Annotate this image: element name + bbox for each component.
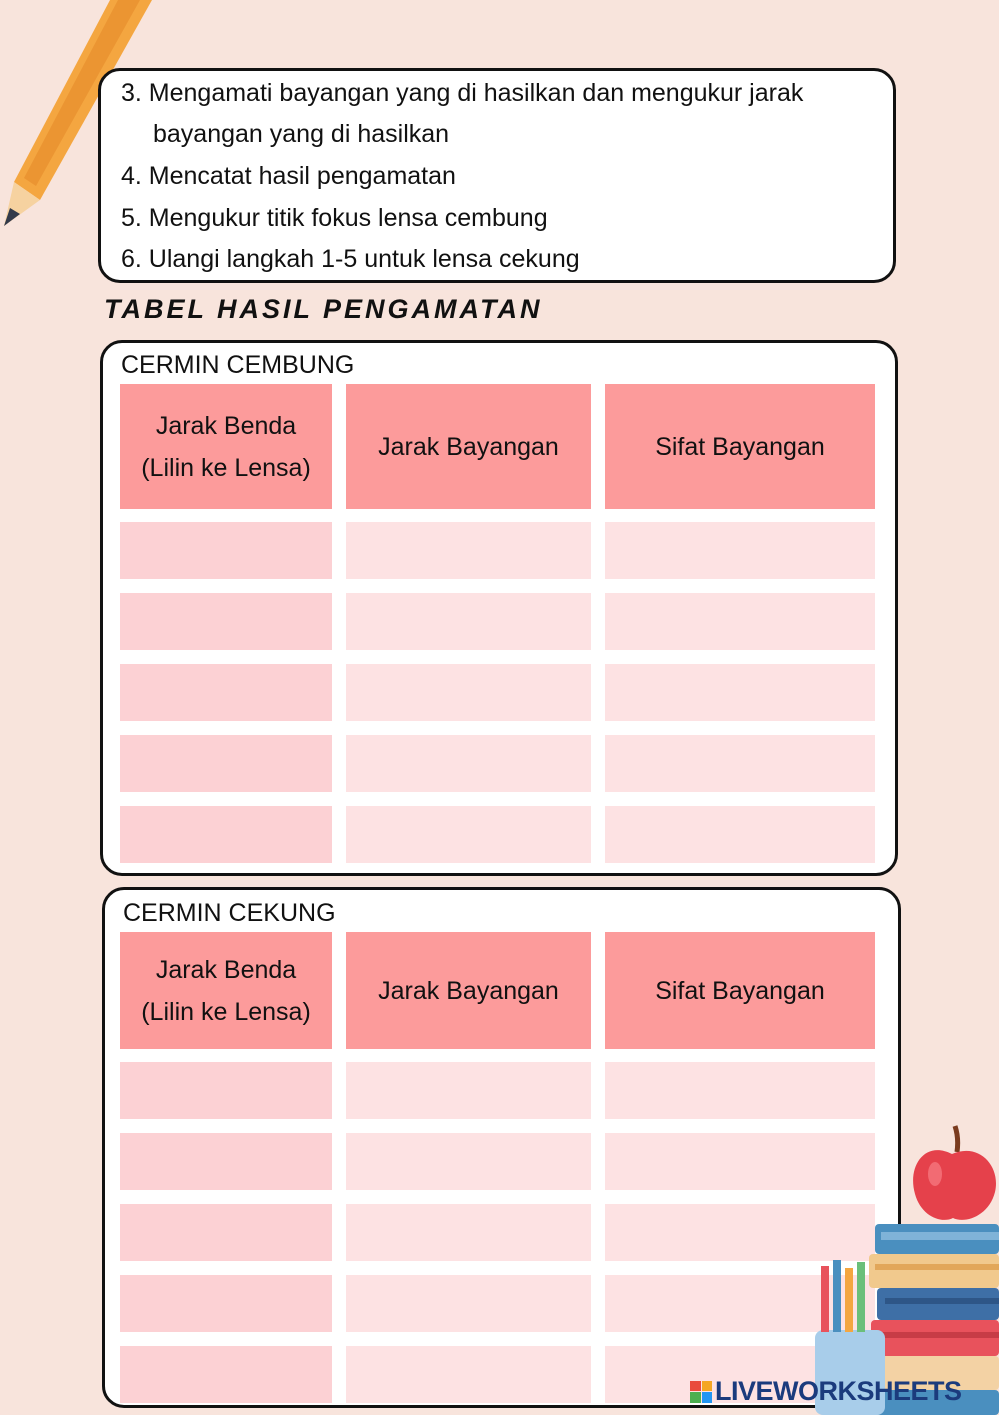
table-convex-mirror [100,340,898,876]
table-cell-input[interactable] [346,1204,591,1261]
table-cell-input[interactable] [346,1133,591,1190]
table-cell-input[interactable] [120,735,332,792]
table-cell-input[interactable] [120,1275,332,1332]
table-cell-input[interactable] [346,806,591,863]
column-header-image-distance: Jarak Bayangan [346,384,591,509]
table-cell-input[interactable] [120,1204,332,1261]
table-cell-input[interactable] [346,1275,591,1332]
table-cell-input[interactable] [346,522,591,579]
liveworksheets-logo [690,1376,962,1407]
table-cell-input[interactable] [605,806,875,863]
table-cell-input[interactable] [120,1346,332,1403]
column-header-object-distance: Jarak Benda (Lilin ke Lensa) [120,932,332,1049]
step-3-continued: bayangan yang di hasilkan [153,120,450,148]
table-cell-input[interactable] [346,1062,591,1119]
step-4: 4. Mencatat hasil pengamatan [121,162,456,190]
table-title: CERMIN CEKUNG [123,899,336,927]
table-cell-input[interactable] [346,664,591,721]
column-header-image-properties: Sifat Bayangan [605,932,875,1049]
table-cell-input[interactable] [120,1062,332,1119]
table-cell-input[interactable] [120,664,332,721]
table-cell-input[interactable] [605,1062,875,1119]
table-cell-input[interactable] [120,1133,332,1190]
column-header-image-properties: Sifat Bayangan [605,384,875,509]
step-3: 3. Mengamati bayangan yang di hasilkan dan mengukur jarak [121,79,804,107]
brand-icon [690,1381,712,1403]
table-cell-input[interactable] [605,664,875,721]
step-5: 5. Mengukur titik fokus lensa cembung [121,204,548,232]
table-cell-input[interactable] [346,593,591,650]
section-heading: TABEL HASIL PENGAMATAN [104,294,543,324]
table-title: CERMIN CEMBUNG [121,351,355,379]
table-cell-input[interactable] [346,735,591,792]
table-cell-input[interactable] [605,1133,875,1190]
table-cell-input[interactable] [120,806,332,863]
table-cell-input[interactable] [120,522,332,579]
table-cell-input[interactable] [346,1346,591,1403]
table-cell-input[interactable] [120,593,332,650]
table-cell-input[interactable] [605,735,875,792]
table-cell-input[interactable] [605,593,875,650]
column-header-object-distance: Jarak Benda (Lilin ke Lensa) [120,384,332,509]
step-6: 6. Ulangi langkah 1-5 untuk lensa cekung [121,245,580,273]
column-header-image-distance: Jarak Bayangan [346,932,591,1049]
steps-box [98,68,896,283]
brand-text: LIVEWORKSHEETS [715,1376,962,1406]
table-cell-input[interactable] [605,522,875,579]
table-concave-mirror [102,887,901,1408]
apple-illustration [905,1118,999,1228]
